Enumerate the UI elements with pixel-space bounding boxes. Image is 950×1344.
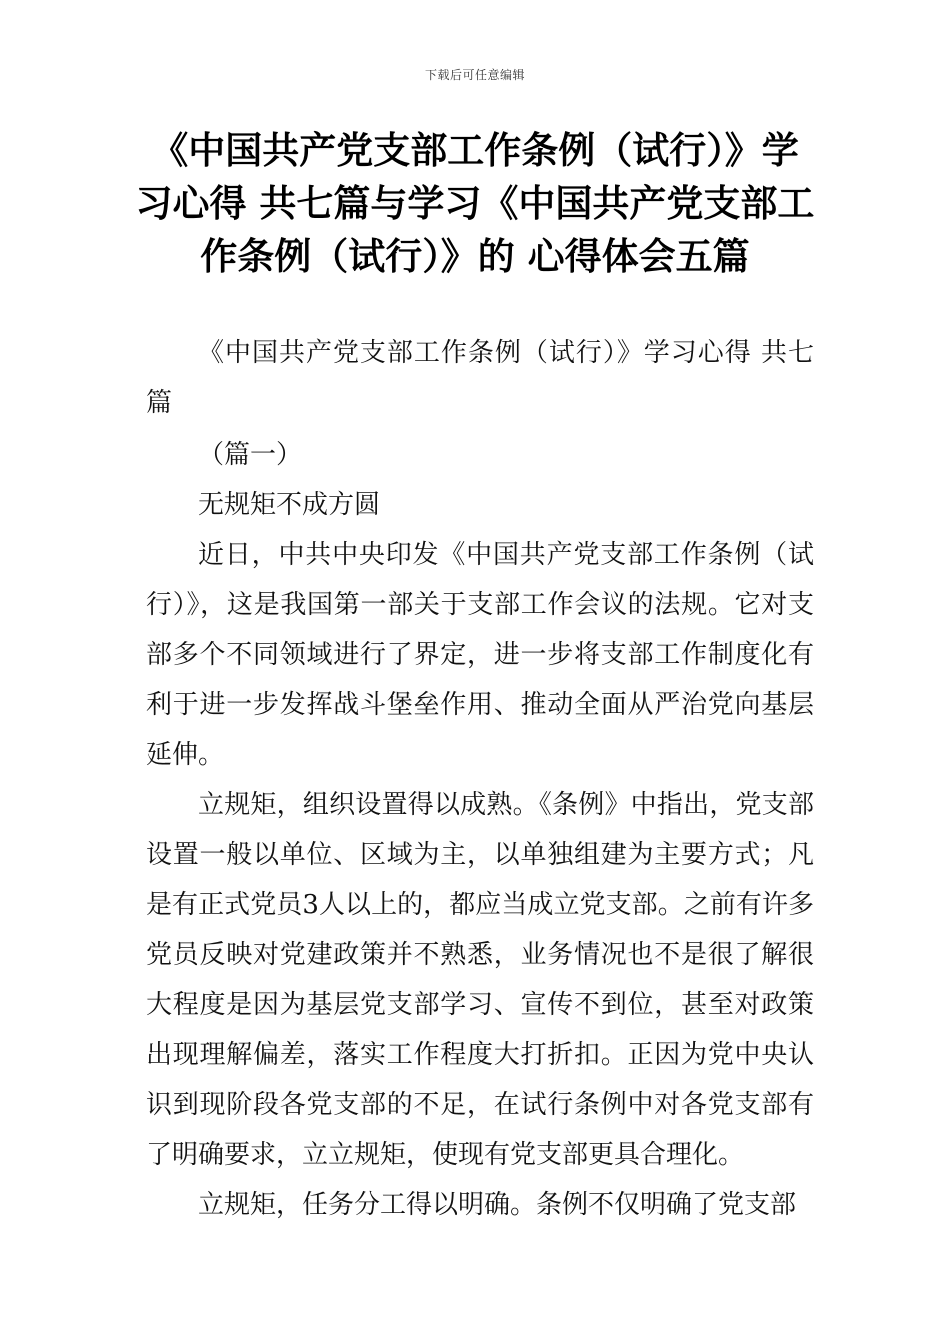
section-subtitle: 《中国共产党支部工作条例（试行）》学习心得 共七篇 [146, 338, 814, 418]
title-line-2: 习心得 共七篇与学习《中国共产党支部工 [135, 182, 815, 225]
part-label: （篇一） [198, 440, 303, 470]
paragraph-1: 近日，中共中央印发《中国共产党支部工作条例（试行）》，这是我国第一部关于支部工作会议的法规。它对支部多个不同领域进行了界定，进一步将支部工作制度化有利于进一步发挥战斗堡垒作用、推动全面从严治党向基层延伸。 [146, 540, 814, 770]
document-title [130, 124, 820, 283]
section-heading: 无规矩不成方圆 [198, 490, 381, 520]
title-line-3: 作条例（试行）》的 心得体会五篇 [200, 235, 750, 278]
title-line-1: 《中国共产党支部工作条例（试行）》学 [151, 129, 799, 172]
paragraph-2: 立规矩，组织设置得以成熟。《条例》中指出，党支部设置一般以单位、区域为主，以单独组建为主要方式；凡是有正式党员3人以上的，都应当成立党支部。之前有许多党员反映对党建政策并不熟悉，业务情况也不是很了解很大程度是因为基层党支部学习、宣传不到位，甚至对政策出现理解偏差，落实工作程度大打折扣。正因为党中央认识到现阶段各党支部的不足，在试行条例中对各党支部有了明确要求，立立规矩，使现有党支部更具合理化。 [146, 790, 814, 1170]
header-note: 下载后可任意编辑 [424, 68, 525, 82]
paragraph-3: 立规矩，任务分工得以明确。条例不仅明确了党支部 [198, 1190, 797, 1220]
document-body [146, 328, 814, 1230]
